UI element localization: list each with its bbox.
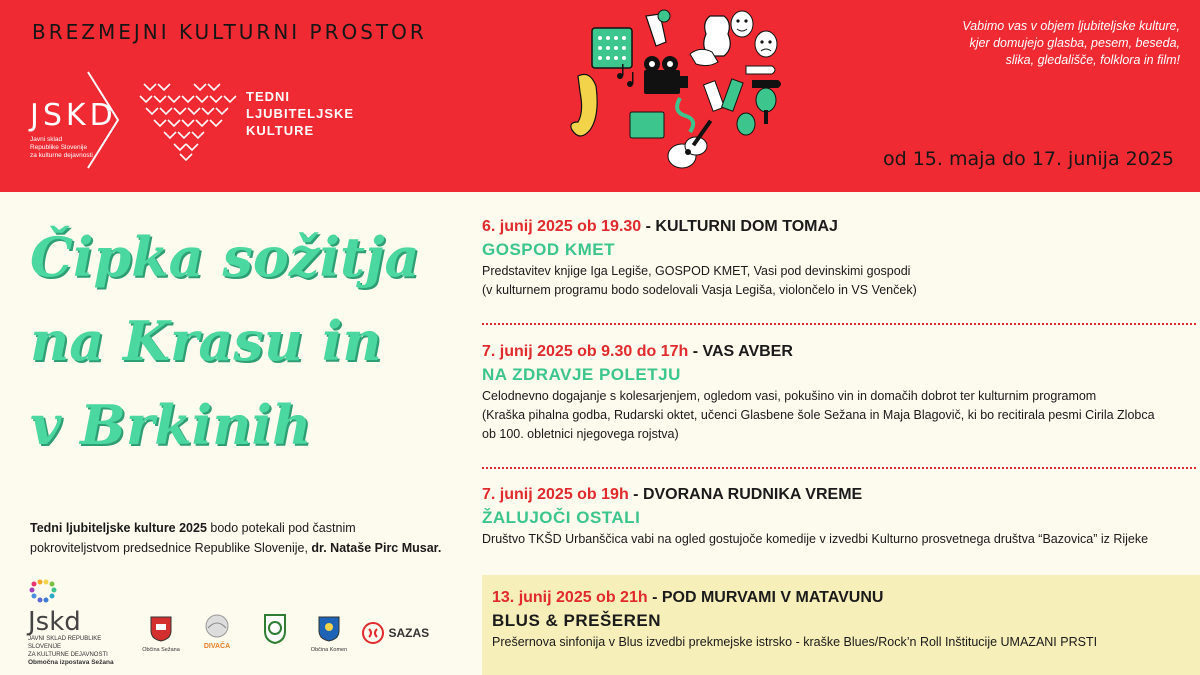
invite-line: kjer domujejo glasba, pesem, beseda, — [969, 36, 1180, 50]
jskd-footer-sub-line: JAVNI SKLAD REPUBLIKE SLOVENIJE — [28, 636, 102, 650]
event-item — [482, 486, 1200, 549]
org-title: BREZMEJNI KULTURNI PROSTOR — [32, 20, 427, 44]
jskd-sub-line: Republike Slovenije — [30, 144, 88, 151]
festival-dates: od 15. maja do 17. junija 2025 — [882, 148, 1174, 170]
event-title: GOSPOD KMET — [482, 240, 616, 259]
komen-crest-icon — [304, 616, 354, 642]
hrpelje-kozina-logo — [250, 614, 300, 649]
title-line: Čipka sožitja — [30, 225, 420, 289]
title-line: v Brkinih — [30, 393, 312, 457]
header-banner — [0, 0, 1200, 192]
saxophone-icon — [571, 74, 597, 136]
jskd-footer-sub-line: ZA KULTURNE DEJAVNOSTI — [28, 652, 108, 658]
event-item — [492, 589, 1200, 652]
jskd-logo — [30, 70, 130, 170]
komen-caption: Občina Komen — [310, 647, 348, 653]
event-divider — [482, 323, 1196, 325]
tedni-line: LJUBITELJSKE — [246, 106, 355, 121]
event-place: - POD MURVAMI V MATAVUNU — [647, 589, 884, 606]
event-item — [482, 218, 1200, 300]
accordion-icon — [592, 28, 632, 68]
jskd-footer-logo — [28, 578, 123, 667]
event-place: - VAS AVBER — [688, 343, 793, 360]
jskd-footer-sub-line: Območna izpostava Sežana — [28, 659, 114, 666]
jskd-dots-icon — [28, 578, 58, 604]
event-datetime: 13. junij 2025 ob 21h — [492, 589, 648, 606]
jskd-logo-subtitle — [30, 136, 110, 160]
event-desc-line: (v kulturnem programu bodo sodelovali Vasja Legiša, violončelo in VS Venček) — [482, 283, 917, 297]
event-desc-line: Celodnevno dogajanje s kolesarjenjem, ogledom vasi, pokušino vin in domačih dobrot ter kulturnim programom — [482, 389, 1097, 403]
event-datetime: 7. junij 2025 ob 19h — [482, 486, 629, 503]
tedni-line: TEDNI — [246, 89, 290, 104]
patron-text-2: pokroviteljstvom predsednice Republike Slovenije, — [30, 541, 312, 555]
event-desc-line: Predstavitev knjige Iga Legiše, GOSPOD KMET, Vasi pod devinskimi gospodi — [482, 264, 911, 278]
sazas-text: SAZAS — [388, 626, 430, 640]
instruments-heart-collage — [570, 6, 810, 188]
jskd-sub-line: za kulturne dejavnosti — [30, 152, 93, 159]
event-title: NA ZDRAVJE POLETJU — [482, 365, 681, 384]
tedni-line: KULTURE — [246, 123, 315, 138]
invite-line: Vabimo vas v objem ljubiteljske kulture, — [962, 19, 1180, 33]
event-divider — [482, 467, 1196, 469]
event-title: BLUS & PREŠEREN — [492, 611, 662, 630]
heart-pattern-icon — [138, 72, 238, 162]
patronage-note — [30, 518, 450, 558]
patron-bold-1: Tedni ljubiteljske kulture 2025 — [30, 521, 207, 535]
poster-title — [30, 215, 460, 467]
patron-text-1: bodo potekali pod častnim — [206, 521, 356, 535]
event-description — [492, 633, 1200, 652]
event-heading — [482, 343, 1200, 361]
event-description — [482, 530, 1200, 549]
komen-logo — [304, 616, 354, 654]
event-place: - DVORANA RUDNIKA VREME — [628, 486, 863, 503]
sezana-crest-icon — [136, 616, 186, 642]
invitation-text — [890, 18, 1180, 69]
event-description — [482, 262, 1200, 300]
jskd-footer-name: Jskd — [28, 607, 81, 637]
title-line: na Krasu in — [30, 309, 382, 373]
event-heading — [482, 218, 1200, 236]
divaca-logo — [192, 614, 242, 650]
event-desc-line: Prešernova sinfonija v Blus izvedbi prekmejske istrsko - kraške Blues/Rock’n Roll Inštitucije UMAZANI PRSTI — [492, 635, 1098, 649]
event-heading — [482, 486, 1200, 504]
invite-line: slika, gledališče, folklora in film! — [1005, 53, 1180, 67]
jskd-logo-text: JSKD — [30, 98, 117, 133]
divaca-caption: DIVAČA — [203, 643, 231, 650]
event-title: ŽALUJOČI OSTALI — [482, 508, 641, 527]
sazas-icon — [362, 622, 384, 644]
jskd-footer-sub — [28, 635, 123, 667]
divaca-emblem-icon — [192, 614, 242, 638]
sezana-logo — [136, 616, 186, 654]
tedni-logo-text — [246, 88, 354, 139]
event-heading — [492, 589, 1200, 607]
patron-bold-2: dr. Nataše Pirc Musar. — [311, 541, 442, 555]
jskd-sub-line: Javni sklad — [30, 136, 63, 143]
event-item — [482, 343, 1200, 444]
sponsor-logos — [28, 578, 448, 666]
event-description — [482, 387, 1200, 444]
event-datetime: 6. junij 2025 ob 19.30 — [482, 218, 642, 235]
event-datetime: 7. junij 2025 ob 9.30 do 17h — [482, 343, 689, 360]
book-icon — [630, 112, 664, 138]
event-desc-line: Društvo TKŠD Urbanščica vabi na ogled gostujoče komedije v izvedbi Kulturno prosvetnega društva “Bazovica” iz Rijeke — [482, 532, 1149, 546]
event-place: - KULTURNI DOM TOMAJ — [641, 218, 838, 235]
event-desc-line: (Kraška pihalna godba, Rudarski oktet, učenci Glasbene šole Sežana in Maja Blagovič, ki bo recitirala pesmi Cirila Zlobca — [482, 408, 1155, 422]
event-desc-line: ob 100. obletnici njegovega rojstva) — [482, 427, 679, 441]
sazas-logo — [362, 622, 442, 644]
green-crest-icon — [250, 614, 300, 644]
sezana-caption: Občina Sežana — [142, 647, 180, 653]
